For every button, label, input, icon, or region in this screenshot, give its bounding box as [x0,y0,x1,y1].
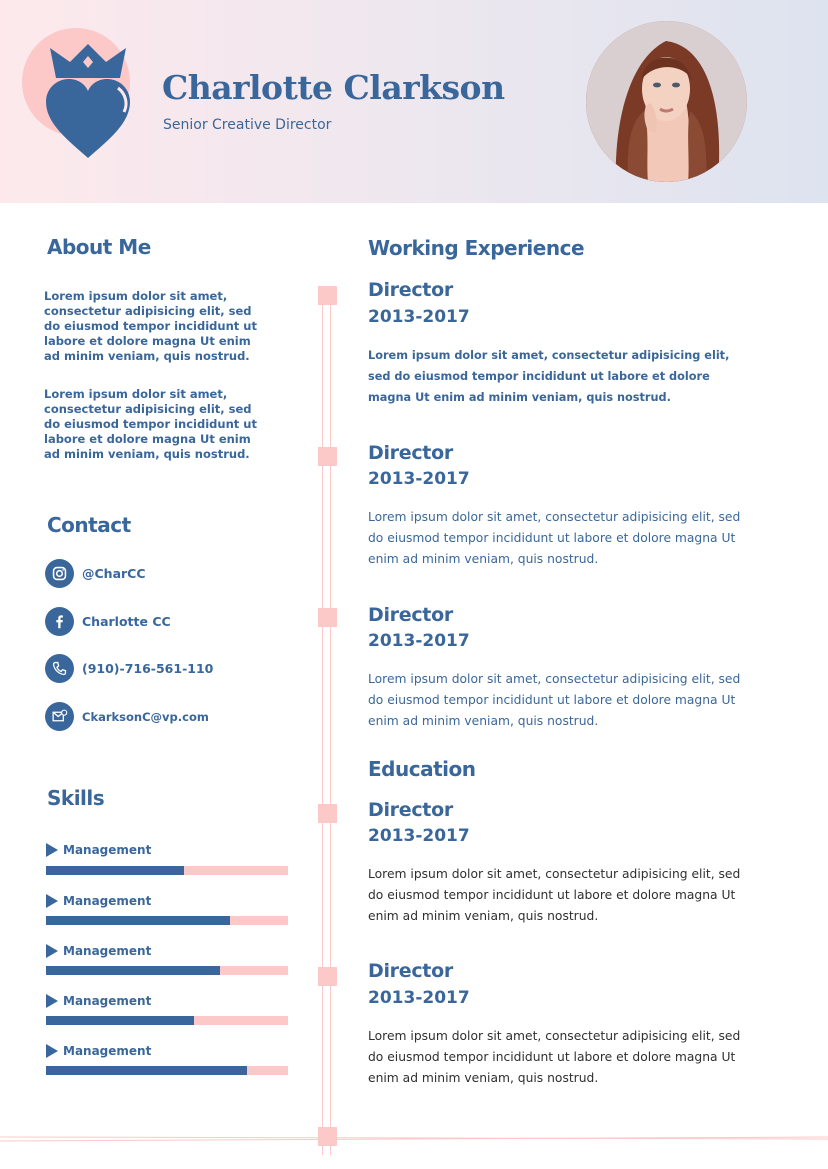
resume-header [0,0,828,203]
skill-level-fill [46,966,220,975]
job-description: Lorem ipsum dolor sit amet, consectetur adipisicing elit, sed do eiusmod tempor incididunt ut labore et dolore magna Ut enim ad minim veniam, quis nostrud. [368,349,730,404]
job-years: 2013-2017 [368,469,470,489]
job-years: 2013-2017 [368,307,470,327]
triangle-bullet-icon [46,994,58,1008]
contact-phone[interactable] [45,654,213,683]
experience-heading: Working Experience [368,236,585,260]
job-role: Director [368,442,453,464]
job-role: Director [368,279,453,301]
skill-level-bar [46,866,288,875]
timeline-marker [318,608,337,627]
timeline-marker [318,1127,337,1146]
skill-level-fill [46,1066,247,1075]
timeline-marker [318,804,337,823]
crown-heart-logo-icon [40,42,136,160]
timeline-marker [318,967,337,986]
skill-label-text: Management [63,1044,152,1058]
education-years: 2013-2017 [368,826,470,846]
education-heading: Education [368,757,476,781]
triangle-bullet-icon [46,894,58,908]
skill-level-fill [46,916,230,925]
skill-label-text: Management [63,843,152,857]
contact-instagram[interactable] [45,559,146,588]
skill-label [46,944,151,958]
skill-level-fill [46,866,184,875]
job-years: 2013-2017 [368,631,470,651]
skill-level-bar [46,916,288,925]
timeline-marker [318,286,337,305]
about-paragraph-1: Lorem ipsum dolor sit amet, consectetur adipisicing elit, sed do eiusmod tempor incididunt ut labore et dolore magna Ut enim ad minim veniam, quis nostrud. [44,289,257,363]
facebook-icon [45,607,74,636]
education-description: Lorem ipsum dolor sit amet, consectetur adipisicing elit, sed do eiusmod tempor incididunt ut labore et dolore magna Ut enim ad minim veniam, quis nostrud. [368,867,741,923]
skill-label [46,843,151,857]
job-role: Director [368,604,453,626]
education-role: Director [368,960,453,982]
education-years: 2013-2017 [368,988,470,1008]
triangle-bullet-icon [46,1044,58,1058]
contact-heading: Contact [47,513,131,537]
contact-facebook-text: Charlotte CC [82,614,171,629]
skill-label-text: Management [63,944,152,958]
email-icon [45,702,74,731]
contact-phone-text: (910)-716-561-110 [82,661,214,676]
job-description: Lorem ipsum dolor sit amet, consectetur adipisicing elit, sed do eiusmod tempor incididunt ut labore et dolore magna Ut enim ad minim veniam, quis nostrud. [368,672,741,728]
job-description: Lorem ipsum dolor sit amet, consectetur adipisicing elit, sed do eiusmod tempor incididunt ut labore et dolore magna Ut enim ad minim veniam, quis nostrud. [368,510,741,566]
contact-email[interactable] [45,702,209,731]
skill-label-text: Management [63,894,152,908]
skill-label [46,994,151,1008]
skill-level-bar [46,966,288,975]
timeline-marker [318,447,337,466]
about-paragraph-2: Lorem ipsum dolor sit amet, consectetur adipisicing elit, sed do eiusmod tempor incididunt ut labore et dolore magna Ut enim ad minim veniam, quis nostrud. [44,387,257,461]
skills-heading: Skills [47,786,105,810]
profile-photo [586,21,747,182]
skill-level-bar [46,1016,288,1025]
about-heading: About Me [47,235,151,259]
contact-instagram-text: @CharCC [82,566,146,581]
skill-label [46,894,151,908]
triangle-bullet-icon [46,944,58,958]
timeline-line [322,295,331,1155]
bottom-decor-line [0,1134,828,1144]
person-title: Senior Creative Director [163,117,332,133]
contact-email-text: CkarksonC@vp.com [82,709,209,724]
contact-facebook[interactable] [45,607,171,636]
skill-label [46,1044,151,1058]
person-name: Charlotte Clarkson [162,68,505,107]
education-role: Director [368,799,453,821]
education-description: Lorem ipsum dolor sit amet, consectetur adipisicing elit, sed do eiusmod tempor incididunt ut labore et dolore magna Ut enim ad minim veniam, quis nostrud. [368,1029,741,1085]
instagram-icon [45,559,74,588]
skill-level-bar [46,1066,288,1075]
phone-icon [45,654,74,683]
triangle-bullet-icon [46,843,58,857]
skill-level-fill [46,1016,194,1025]
skill-label-text: Management [63,994,152,1008]
